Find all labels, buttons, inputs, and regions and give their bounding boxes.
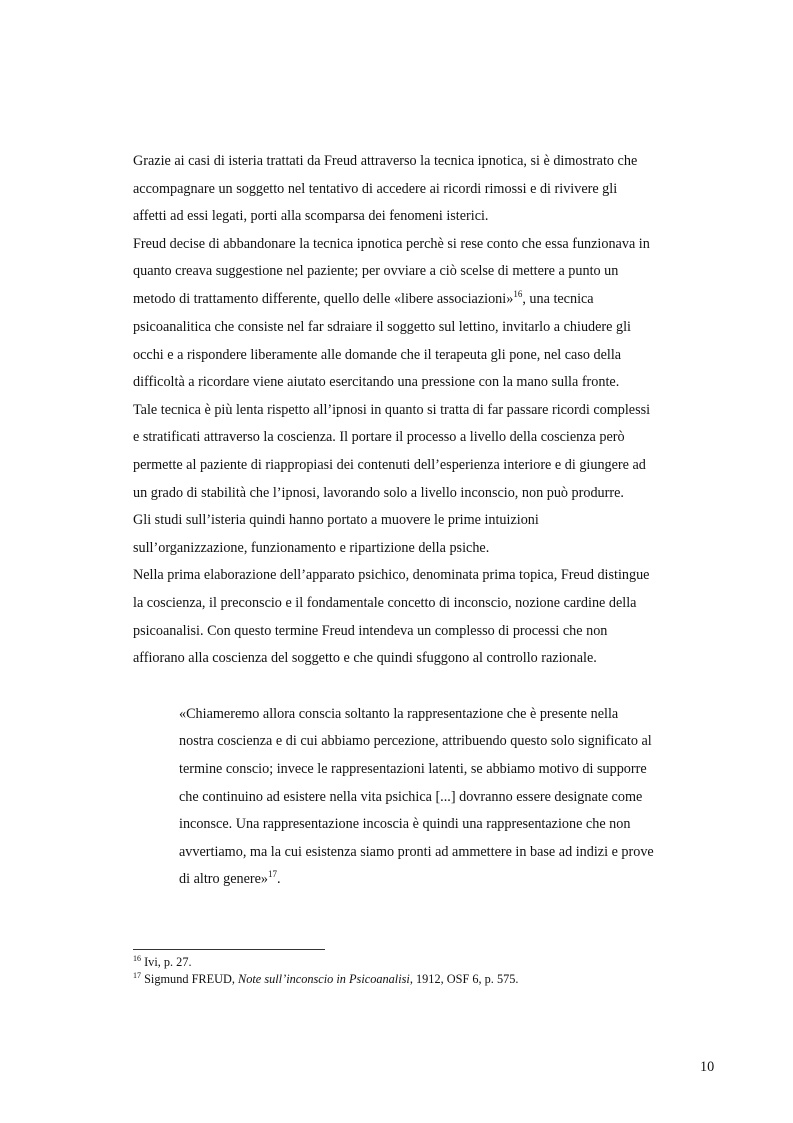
- quote-text-line: termine conscio; invece le rappresentazioni latenti, se abbiamo motivo di supporre: [179, 761, 647, 777]
- body-text-line: Grazie ai casi di isteria trattati da Freud attraverso la tecnica ipnotica, si è dimostrato che: [133, 153, 638, 169]
- body-text-line: psicoanalitica che consiste nel far sdraiare il soggetto sul lettino, invitarlo a chiudere gli: [133, 319, 631, 335]
- footnote-17: [133, 972, 518, 987]
- body-text-line: la coscienza, il preconscio e il fondamentale concetto di inconscio, nozione cardine della: [133, 595, 637, 611]
- footnote-reference[interactable]: 16: [513, 289, 523, 299]
- body-text-line: quanto creava suggestione nel paziente; per ovviare a ciò scelse di mettere a punto un: [133, 263, 619, 279]
- quote-text-segment: .: [277, 871, 281, 887]
- body-text-line: affetti ad essi legati, porti alla scomparsa dei fenomeni isterici.: [133, 208, 489, 224]
- footnote-text: , 1912, OSF 6, p. 575.: [409, 972, 519, 986]
- body-text-line: affiorano alla coscienza del soggetto e che quindi sfuggono al controllo razionale.: [133, 650, 597, 666]
- quote-text-segment: di altro genere»: [179, 871, 269, 887]
- footnote-work-title: Note sull’inconscio in Psicoanalisi: [238, 972, 410, 986]
- footnote-text: Ivi, p. 27.: [141, 955, 192, 969]
- body-text-line: [133, 290, 594, 308]
- quote-text-line: inconsce. Una rappresentazione incoscia è quindi una rappresentazione che non: [179, 816, 631, 832]
- body-text-segment: metodo di trattamento differente, quello delle «libere associazioni»: [133, 291, 514, 307]
- quote-text-line: [179, 870, 281, 888]
- body-text-line: psicoanalisi. Con questo termine Freud intendeva un complesso di processi che non: [133, 623, 608, 639]
- footnote-number: 17: [133, 971, 141, 980]
- footnote-16: [133, 955, 192, 970]
- footnote-number: 16: [133, 954, 141, 963]
- body-text-line: difficoltà a ricordare viene aiutato esercitando una pressione con la mano sulla fronte.: [133, 374, 620, 390]
- body-text-line: Tale tecnica è più lenta rispetto all’ipnosi in quanto si tratta di far passare ricordi complessi: [133, 402, 651, 418]
- body-text-line: e stratificati attraverso la coscienza. Il portare il processo a livello della coscienza però: [133, 429, 625, 445]
- quote-text-line: «Chiameremo allora conscia soltanto la rappresentazione che è presente nella: [179, 706, 619, 722]
- footnote-reference[interactable]: 17: [268, 869, 278, 879]
- body-text-line: accompagnare un soggetto nel tentativo di accedere ai ricordi rimossi e di rivivere gli: [133, 181, 618, 197]
- footnote-separator: [133, 949, 325, 950]
- body-text-line: Gli studi sull’isteria quindi hanno portato a muovere le prime intuizioni: [133, 512, 539, 528]
- body-text-segment: , una tecnica: [522, 291, 594, 307]
- body-text-line: Nella prima elaborazione dell’apparato psichico, denominata prima topica, Freud distingue: [133, 567, 650, 583]
- body-text-line: permette al paziente di riappropiasi dei contenuti dell’esperienza interiore e di giungere ad: [133, 457, 646, 473]
- body-text-line: sull’organizzazione, funzionamento e ripartizione della psiche.: [133, 540, 490, 556]
- quote-text-line: avvertiamo, ma la cui esistenza siamo pronti ad ammettere in base ad indizi e prove: [179, 844, 654, 860]
- body-text-line: occhi e a rispondere liberamente alle domande che il terapeuta gli pone, nel caso della: [133, 347, 622, 363]
- page-number: 10: [700, 1059, 715, 1075]
- footnote-text: Sigmund FREUD,: [141, 972, 239, 986]
- body-text-line: Freud decise di abbandonare la tecnica ipnotica perchè si rese conto che essa funzionava in: [133, 236, 650, 252]
- quote-text-line: che continuino ad esistere nella vita psichica [...] dovranno essere designate come: [179, 789, 643, 805]
- body-text-line: un grado di stabilità che l’ipnosi, lavorando solo a livello inconscio, non può produrre.: [133, 485, 624, 501]
- quote-text-line: nostra coscienza e di cui abbiamo percezione, attribuendo questo solo significato al: [179, 733, 652, 749]
